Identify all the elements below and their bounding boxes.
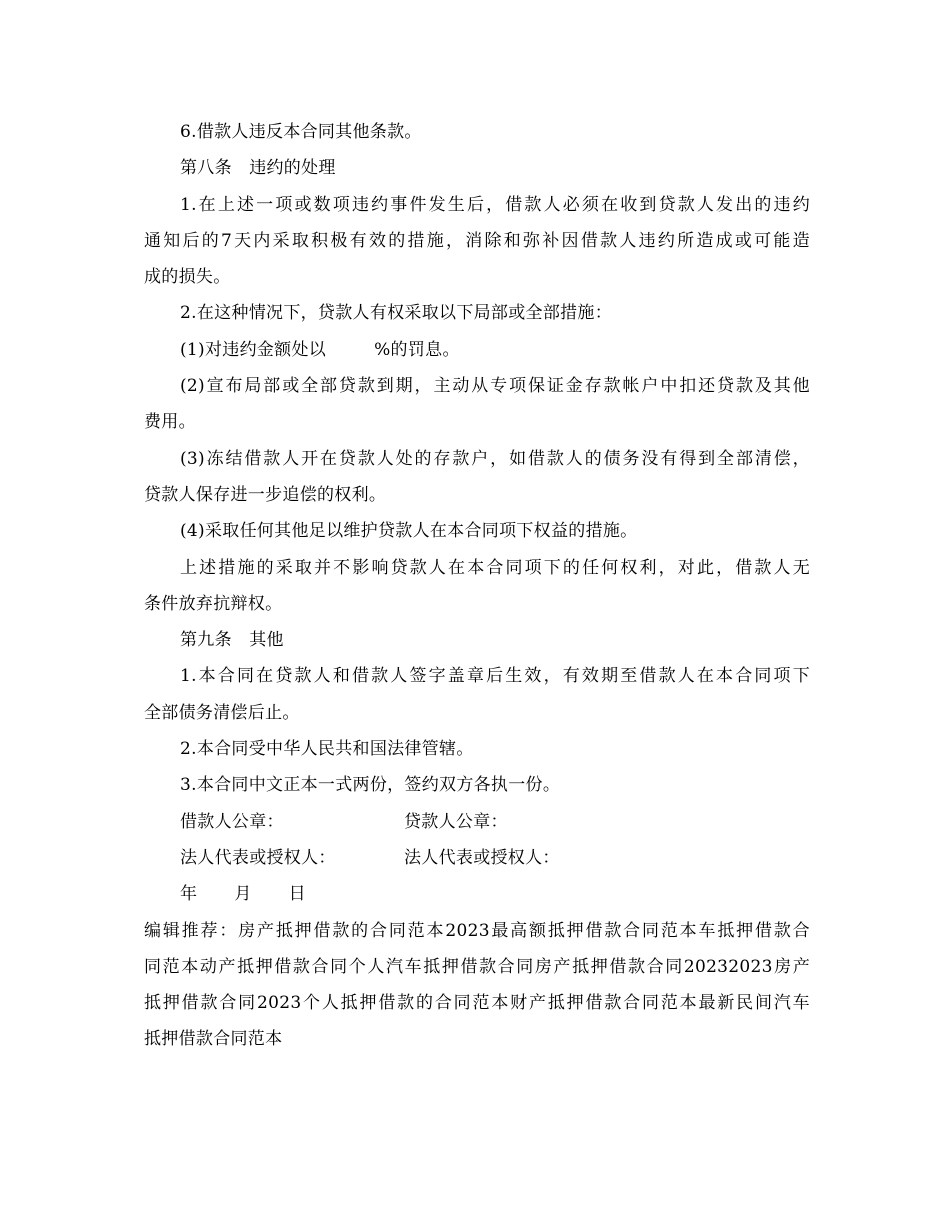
article-9-heading: 第九条 其他 [180,630,284,651]
measure-2-line-1: (2)宣布局部或全部贷款到期，主动从专项保证金存款帐户中扣还贷款及其他 [180,376,810,397]
article-9-para-3: 3.本合同中文正本一式两份，签约双方各执一份。 [180,775,561,796]
borrower-rep-label: 法人代表或授权人： [180,847,336,868]
measure-1 [144,332,810,368]
measure-4: (4)采取任何其他足以维护贷款人在本合同项下权益的措施。 [180,521,638,542]
measure-3-line-2: 贷款人保存进一步追偿的权利。 [144,484,387,505]
borrower-seal-label: 借款人公章： [180,811,284,832]
date-year-label: 年 [180,884,198,905]
article-9-para-2: 2.本合同受中华人民共和国法律管辖。 [180,739,474,760]
waiver-line-1: 上述措施的采取并不影响贷款人在本合同项下的任何权利，对此，借款人无 [180,557,810,578]
date-month-label: 月 [234,884,252,905]
article-9-para-1-line-1: 1.本合同在贷款人和借款人签字盖章后生效，有效期至借款人在本合同项下 [180,666,810,687]
article-9-para-1-line-2: 全部债务清偿后止。 [144,702,300,723]
representative-row [144,840,810,876]
recommend-line-2: 同范本动产抵押借款合同个人汽车抵押借款合同房产抵押借款合同20232023房产 [144,956,810,977]
article-8-para-1-line-1: 1.在上述一项或数项违约事件发生后，借款人必须在收到贷款人发出的违约 [180,194,810,215]
measure-1-suffix: %的罚息。 [374,339,460,360]
lender-rep-label: 法人代表或授权人： [404,847,560,868]
seal-row [144,804,810,840]
article-8-para-2: 2.在这种情况下，贷款人有权采取以下局部或全部措施： [180,303,613,324]
article-8-para-1-line-2: 通知后的7天内采取积极有效的措施，消除和弥补因借款人违约所造成或可能造 [144,230,810,251]
article-8-heading: 第八条 违约的处理 [180,158,336,179]
lender-seal-label: 贷款人公章： [404,811,508,832]
recommend-line-4: 抵押借款合同范本 [144,1029,283,1050]
date-row [144,876,810,912]
recommend-line-3: 抵押借款合同2023个人抵押借款的合同范本财产抵押借款合同范本最新民间汽车 [144,993,810,1014]
measure-3-line-1: (3)冻结借款人开在贷款人处的存款户，如借款人的债务没有得到全部清偿， [180,448,810,469]
measure-1-text: (1)对违约金额处以 [180,339,327,360]
measure-2-line-2: 费用。 [144,412,196,433]
clause-6: 6.借款人违反本合同其他条款。 [180,122,422,142]
date-day-label: 日 [288,884,306,905]
contract-text [144,114,810,1058]
waiver-line-2: 条件放弃抗辩权。 [144,593,283,614]
recommend-line-1: 编辑推荐：房产抵押借款的合同范本2023最高额抵押借款合同范本车抵押借款合 [144,920,810,941]
article-8-para-1-line-3: 成的损失。 [144,267,231,288]
